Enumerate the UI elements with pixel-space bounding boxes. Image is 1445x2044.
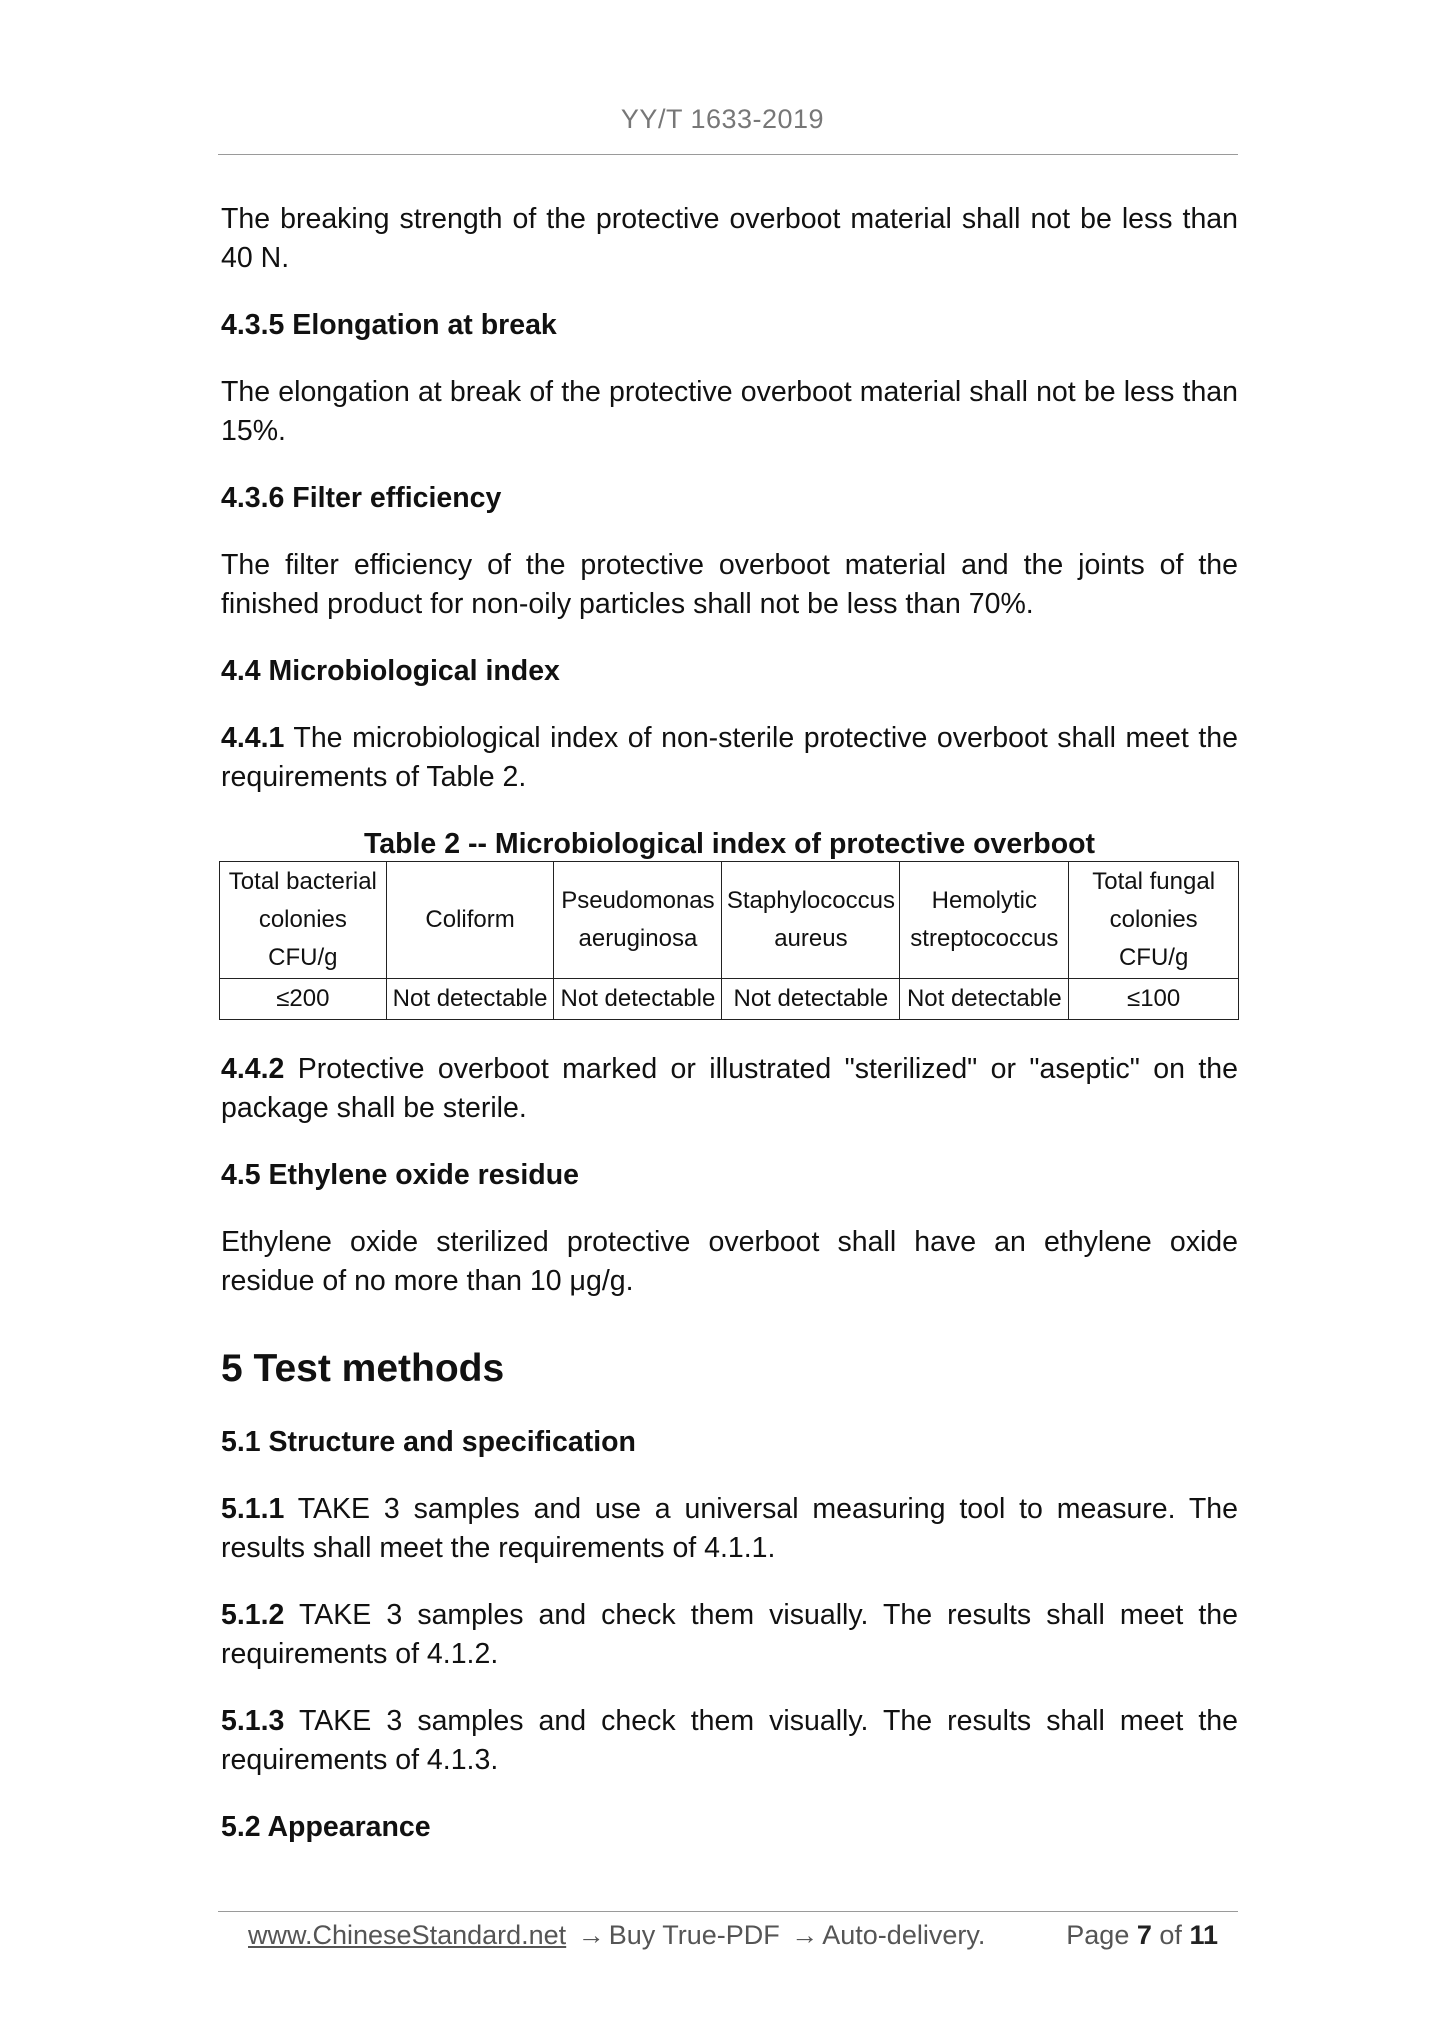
- footer-rule: [218, 1911, 1238, 1912]
- col-header-total-bacterial: Total bacterial colonies CFU/g: [220, 862, 387, 979]
- paragraph-5-1-1: [221, 1490, 1238, 1568]
- clause-text: TAKE 3 samples and check them visually. The results shall meet the requirements of 4.1.3.: [221, 1705, 1238, 1776]
- clause-text: TAKE 3 samples and check them visually. The results shall meet the requirements of 4.1.2.: [221, 1599, 1238, 1670]
- page-footer: [248, 1915, 1218, 1955]
- col-header-pseudomonas: Pseudomonas aeruginosa: [554, 862, 722, 979]
- table-cell: Not detectable: [722, 979, 900, 1020]
- heading-4-4: 4.4 Microbiological index: [221, 655, 560, 687]
- paragraph-5-1-3: [221, 1702, 1238, 1780]
- table-cell: Not detectable: [386, 979, 554, 1020]
- table-cell: ≤100: [1069, 979, 1239, 1020]
- table-cell: Not detectable: [900, 979, 1069, 1020]
- page-content: [221, 200, 1238, 1847]
- paragraph-filter-efficiency: The filter efficiency of the protective overboot material and the joints of the finished product for non-oily particles shall not be less than 70%.: [221, 549, 1238, 620]
- buy-true-pdf-text: Buy True-PDF: [608, 1920, 780, 1950]
- header-rule: [218, 154, 1238, 155]
- table-2-caption: Table 2 -- Microbiological index of protective overboot: [363, 828, 1096, 860]
- table-cell: Not detectable: [554, 979, 722, 1020]
- paragraph-5-1-2: [221, 1596, 1238, 1674]
- clause-text: TAKE 3 samples and use a universal measuring tool to measure. The results shall meet the requirements of 4.1.1.: [221, 1493, 1238, 1564]
- microbiological-index-table: [219, 861, 1239, 1020]
- arrow-right-icon: →: [791, 1920, 819, 1950]
- site-link[interactable]: www.ChineseStandard.net: [248, 1920, 567, 1950]
- clause-number: 5.1.2: [221, 1599, 285, 1631]
- clause-number: 4.4.1: [221, 722, 285, 754]
- paragraph-breaking-strength: The breaking strength of the protective overboot material shall not be less than 40 N.: [221, 203, 1238, 274]
- document-code: YY/T 1633-2019: [620, 104, 825, 134]
- paragraph-4-4-2: [221, 1050, 1238, 1128]
- col-header-total-fungal: Total fungal colonies CFU/g: [1069, 862, 1239, 979]
- clause-number: 5.1.3: [221, 1705, 285, 1737]
- col-header-hemolytic: Hemolytic streptococcus: [900, 862, 1069, 979]
- paragraph-elongation: The elongation at break of the protective overboot material shall not be less than 15%.: [221, 376, 1238, 447]
- table-row: [220, 979, 1239, 1020]
- heading-4-3-6: 4.3.6 Filter efficiency: [221, 482, 502, 514]
- page-indicator: Page 7 of 11: [1066, 1920, 1218, 1950]
- heading-5-2: 5.2 Appearance: [221, 1811, 431, 1843]
- heading-4-3-5: 4.3.5 Elongation at break: [221, 309, 557, 341]
- total-pages-number: 11: [1189, 1920, 1218, 1950]
- col-header-coliform: Coliform: [386, 862, 554, 979]
- col-header-staphylococcus: Staphylococcus aureus: [722, 862, 900, 979]
- table-header-row: [220, 862, 1239, 979]
- clause-number: 4.4.2: [221, 1053, 285, 1085]
- table-cell: ≤200: [220, 979, 387, 1020]
- arrow-right-icon: →: [577, 1920, 605, 1950]
- clause-text: Protective overboot marked or illustrated "sterilized" or "aseptic" on the package shall be sterile.: [221, 1053, 1238, 1124]
- heading-4-5: 4.5 Ethylene oxide residue: [221, 1159, 579, 1191]
- heading-5-test-methods: 5 Test methods: [221, 1347, 505, 1390]
- clause-text: The microbiological index of non-sterile protective overboot shall meet the requirements of Table 2.: [221, 722, 1238, 793]
- heading-5-1: 5.1 Structure and specification: [221, 1426, 636, 1458]
- auto-delivery-text: Auto-delivery.: [822, 1920, 986, 1950]
- current-page-number: 7: [1136, 1920, 1152, 1950]
- paragraph-ethylene-oxide: Ethylene oxide sterilized protective overboot shall have an ethylene oxide residue of no more than 10 μg/g.: [221, 1226, 1238, 1297]
- paragraph-4-4-1: [221, 719, 1238, 797]
- clause-number: 5.1.1: [221, 1493, 285, 1525]
